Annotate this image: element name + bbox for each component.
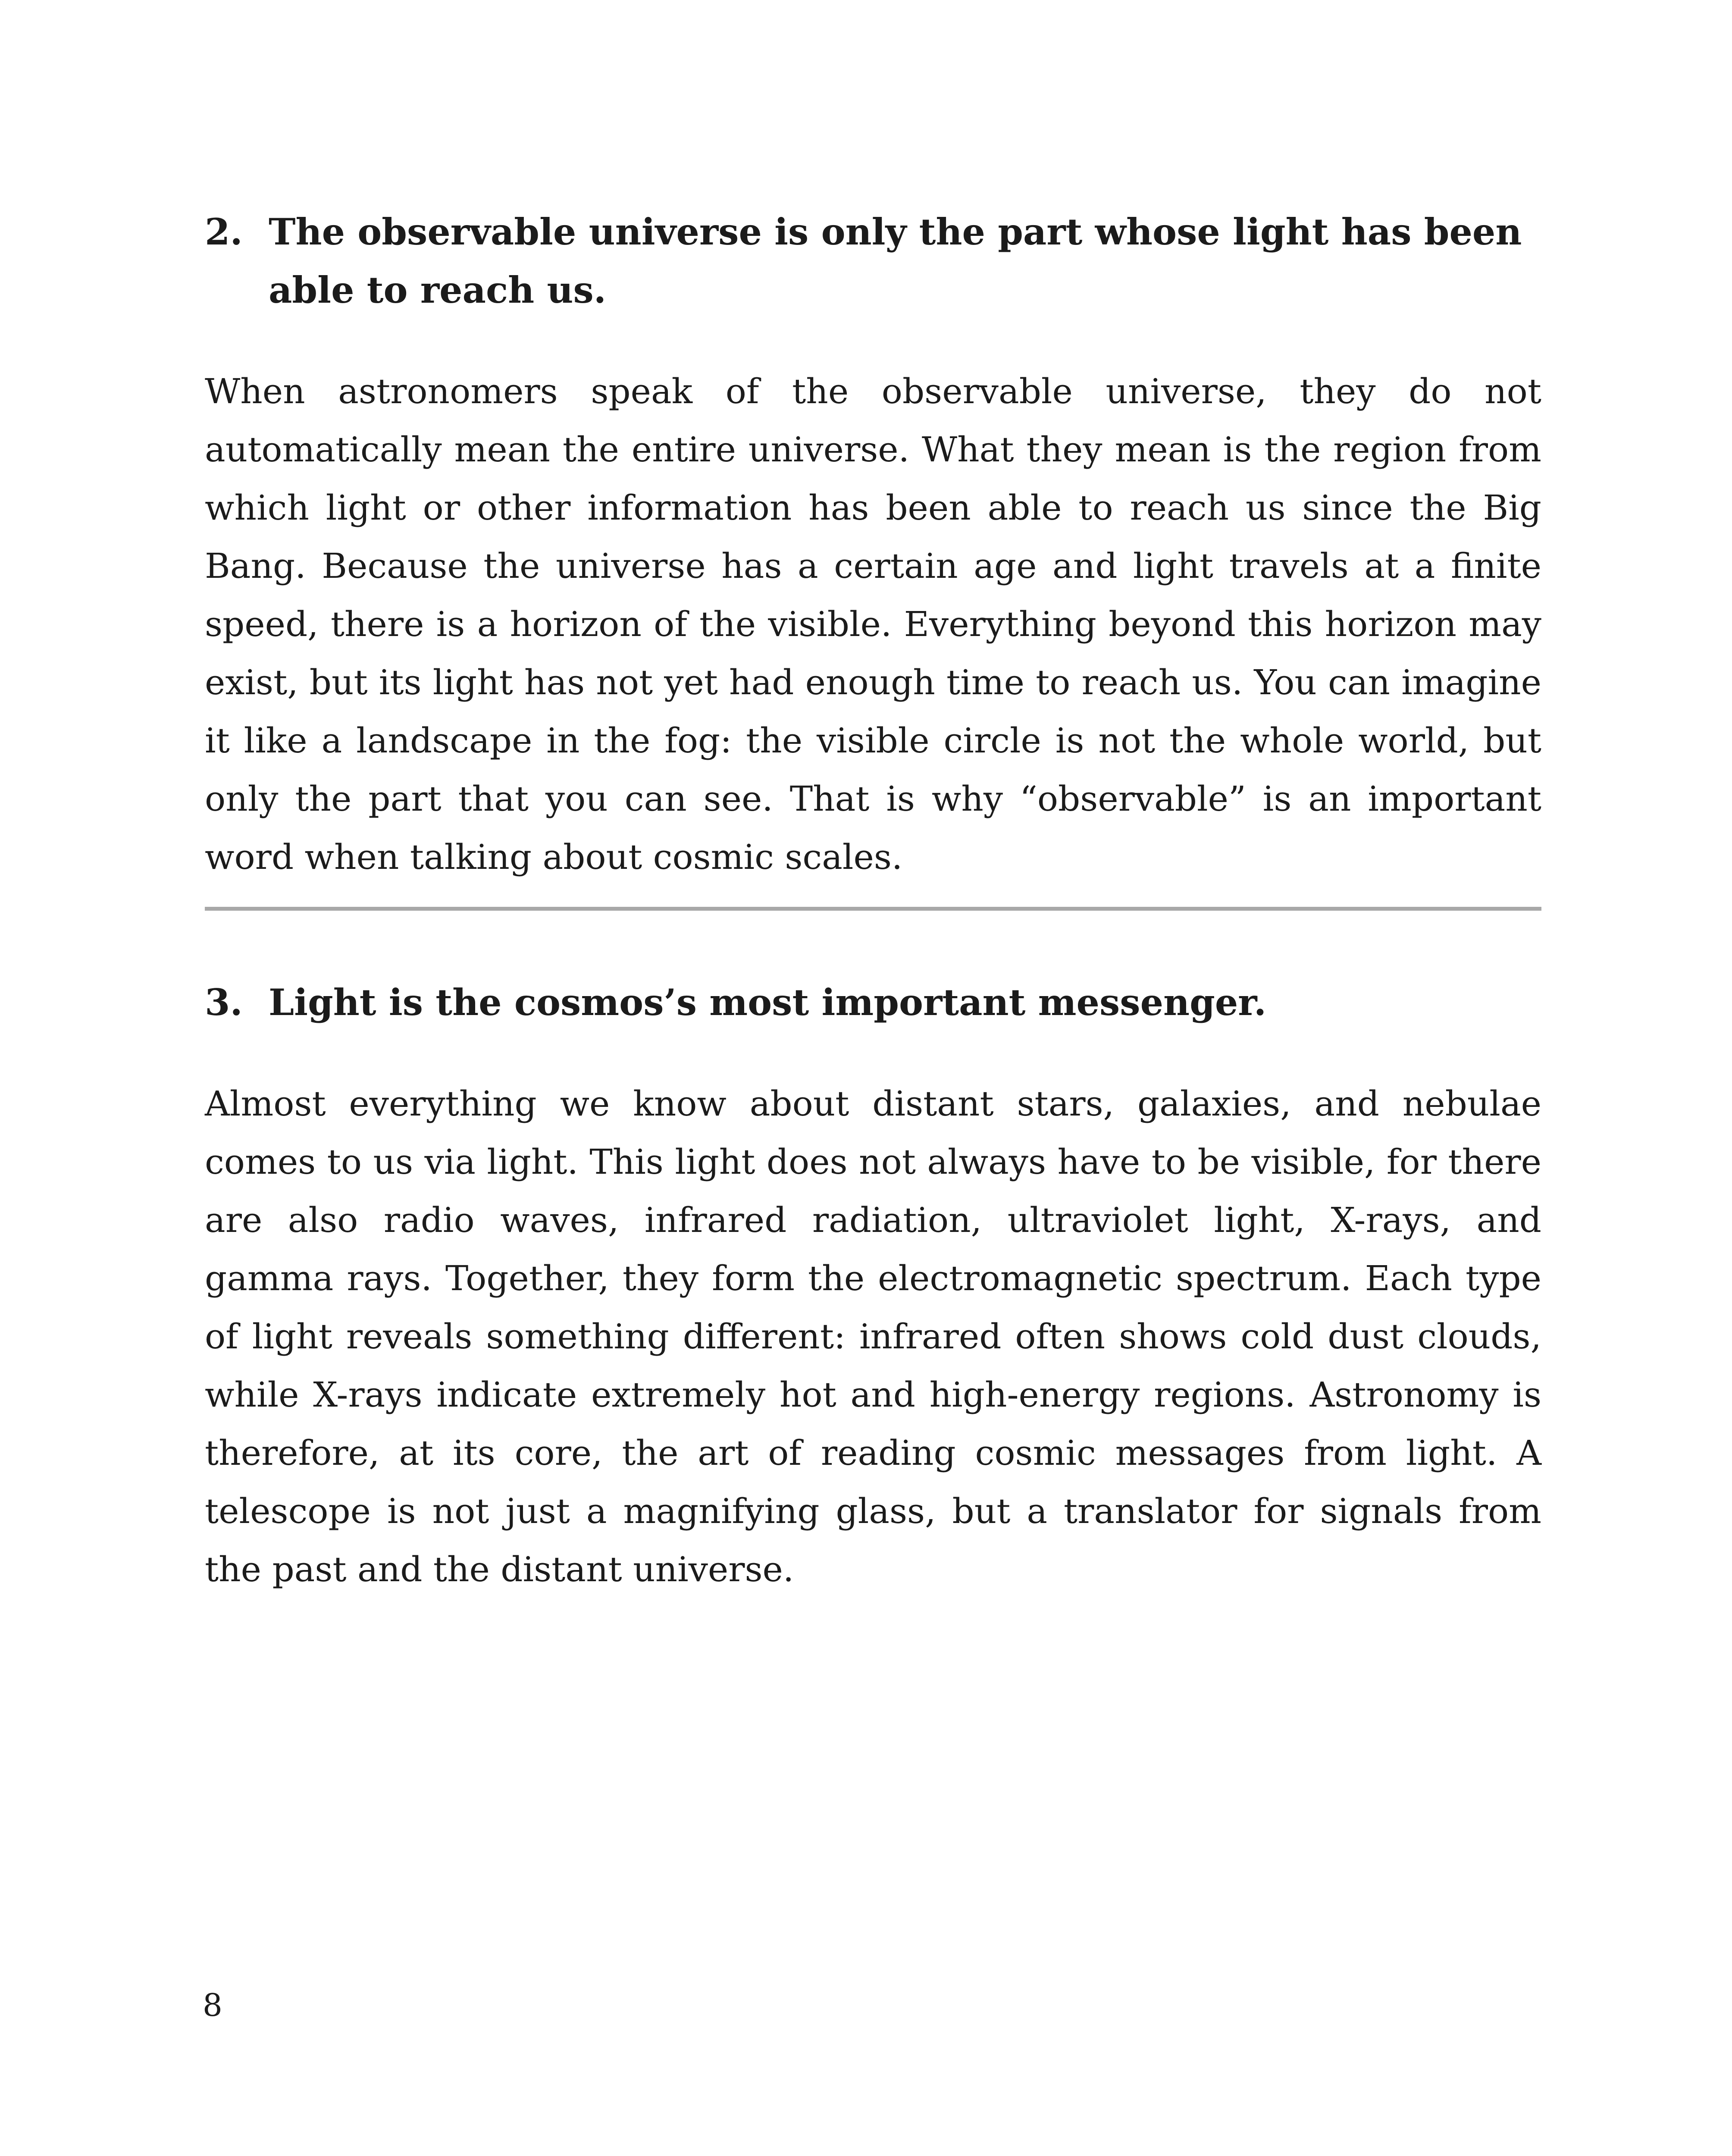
section-title: Light is the cosmos’s most important messenger. xyxy=(269,981,1267,1024)
section-title: The observable universe is only the part whose light has been able to reach us. xyxy=(269,210,1522,311)
page-number: 8 xyxy=(203,1987,222,2023)
section-body: Almost everything we know about distant stars, galaxies, and nebulae comes to us via light. This light does not always have to be visible, for there are also radio waves, infrared radiation, ultraviolet light, X-rays, and gamma rays. Together, they form the electromagnetic spectrum. Each type of light reveals something different: infrared often shows cold dust clouds, while X-rays indicate extremely hot and high-energy regions. Astronomy is therefore, at its core, the art of reading cosmic messages from light. A telescope is not just a magnifying glass, but a translator for signals from the past and the distant universe. xyxy=(205,1084,1541,1589)
section-number: 3. xyxy=(205,981,243,1024)
section-body: When astronomers speak of the observable universe, they do not automatically mean the entire universe. What they mean is the region from which light or other information has been able to reach us since the Big Bang. Because the universe has a certain age and light travels at a finite speed, there is a horizon of the visible. Everything beyond this horizon may exist, but its light has not yet had enough time to reach us. You can imagine it like a landscape in the fog: the visible circle is not the whole world, but only the part that you can see. That is why “observable” is an important word when talking about cosmic scales. xyxy=(205,371,1541,877)
section-heading xyxy=(205,203,1541,319)
section-3 xyxy=(205,973,1541,1598)
section-heading xyxy=(205,973,1541,1031)
section-2 xyxy=(205,203,1541,886)
section-divider xyxy=(205,907,1541,911)
section-number: 2. xyxy=(205,210,243,253)
